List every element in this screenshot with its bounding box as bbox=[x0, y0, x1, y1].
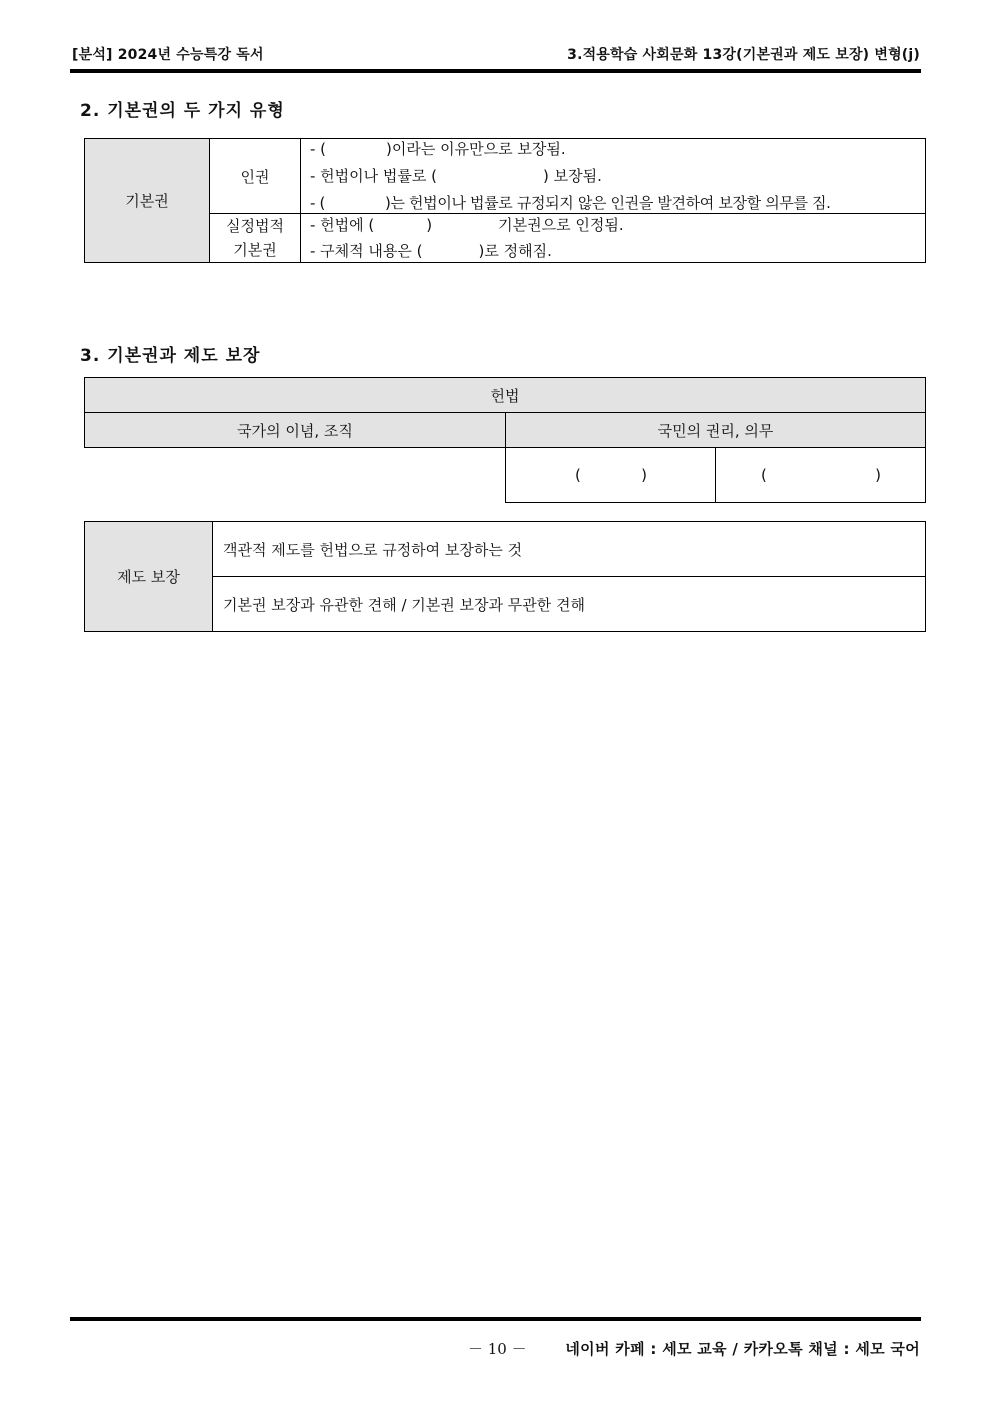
header-left: [분석] 2024년 수능특강 독서 bbox=[72, 47, 264, 63]
guarantee-views: 기본권 보장과 유관한 견해 / 기본권 보장과 무관한 견해 bbox=[213, 577, 926, 632]
positive-rights-item-1: - 헌법에 ( ) 기본권으로 인정됨. bbox=[310, 216, 624, 234]
rights-blank-left: ( ) bbox=[506, 448, 716, 503]
guarantee-definition: 객관적 제도를 헌법으로 규정하여 보장하는 것 bbox=[213, 522, 926, 577]
human-rights-label: 인권 bbox=[210, 139, 301, 214]
institutional-guarantee-label: 제도 보장 bbox=[85, 522, 213, 632]
page-number: － 10 － bbox=[468, 1340, 527, 1358]
basic-rights-types-table bbox=[84, 138, 926, 263]
state-ideology-header: 국가의 이념, 조직 bbox=[85, 413, 506, 448]
positive-rights-desc bbox=[301, 214, 926, 263]
positive-rights-label: 실정법적 기본권 bbox=[210, 214, 301, 263]
human-rights-item-2: - 헌법이나 법률로 ( ) 보장됨. bbox=[310, 167, 602, 185]
header-right: 3.적용학습 사회문화 13강(기본권과 제도 보장) 변형(j) bbox=[567, 47, 920, 63]
footer-divider bbox=[70, 1317, 921, 1321]
human-rights-desc bbox=[301, 139, 926, 214]
section2-title: 2. 기본권의 두 가지 유형 bbox=[80, 101, 285, 121]
institutional-guarantee-table bbox=[84, 521, 926, 632]
header-divider bbox=[70, 69, 921, 73]
citizen-rights-header: 국민의 권리, 의무 bbox=[506, 413, 926, 448]
state-ideology-empty bbox=[85, 448, 506, 503]
section3-title: 3. 기본권과 제도 보장 bbox=[80, 346, 261, 366]
positive-rights-item-2: - 구체적 내용은 ( )로 정해짐. bbox=[310, 242, 552, 260]
basic-rights-cell: 기본권 bbox=[85, 139, 210, 263]
constitution-structure-table bbox=[84, 377, 926, 503]
rights-blank-right: ( ) bbox=[716, 448, 926, 503]
human-rights-item-3: - ( )는 헌법이나 법률로 규정되지 않은 인권을 발견하여 보장할 의무를 짐. bbox=[310, 194, 831, 212]
constitution-header: 헌법 bbox=[85, 378, 926, 413]
human-rights-item-1: - ( )이라는 이유만으로 보장됨. bbox=[310, 140, 566, 158]
footer-text: 네이버 카페 : 세모 교육 / 카카오톡 채널 : 세모 국어 bbox=[565, 1340, 920, 1358]
